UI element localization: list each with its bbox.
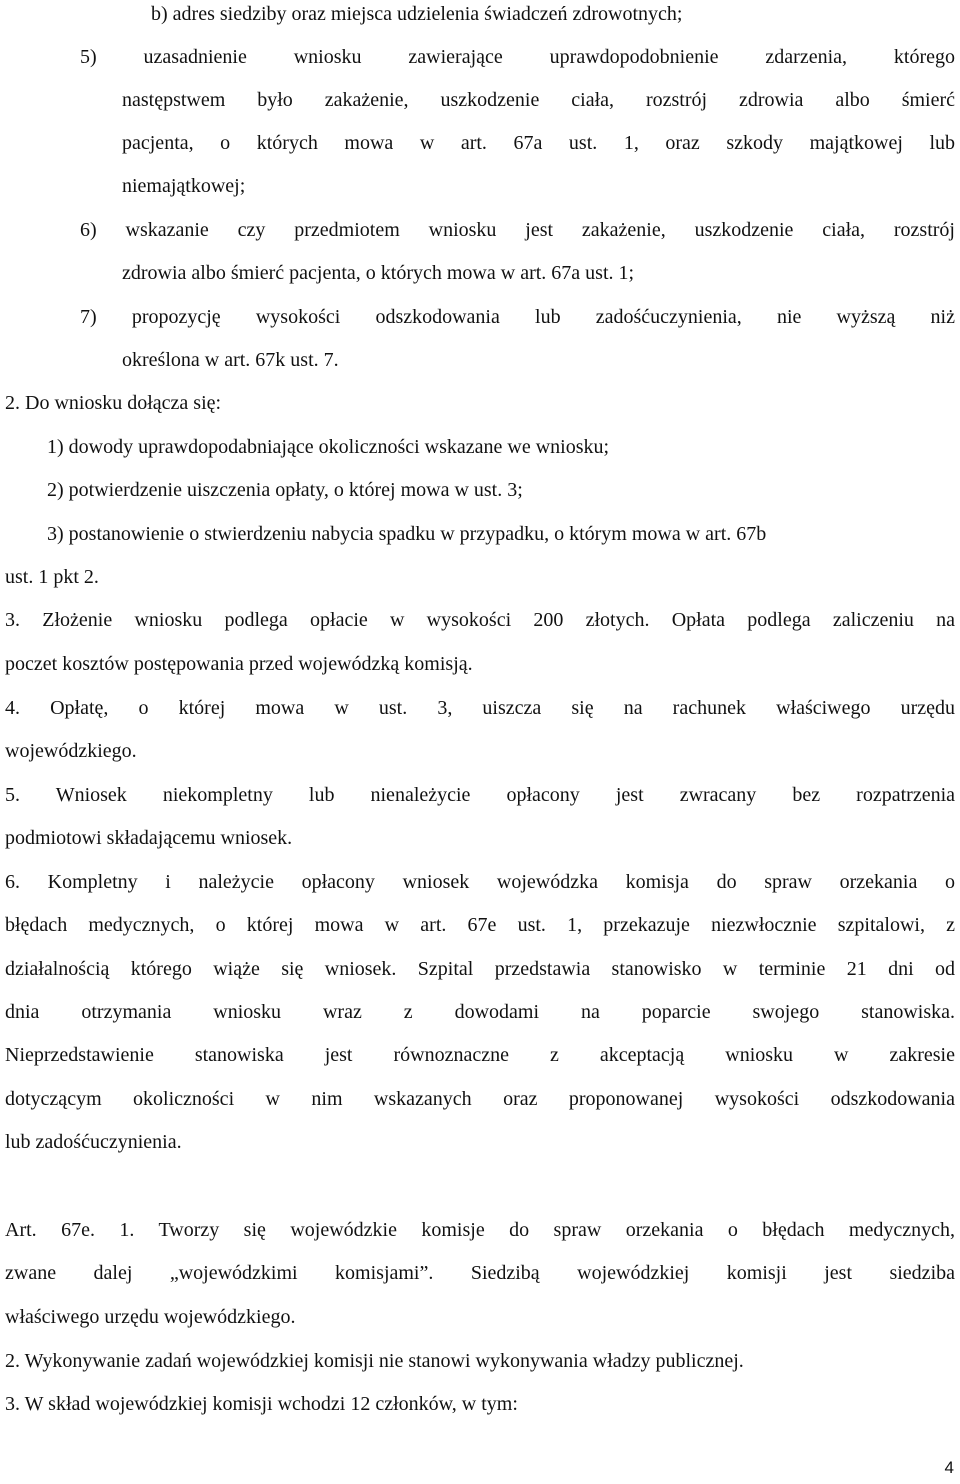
text-line: zdrowia albo śmierć pacjenta, o których mowa w art. 67a ust. 1; — [122, 262, 635, 284]
text-line: podmiotowi składającemu wniosek. — [5, 827, 293, 849]
text-line: dnia otrzymania wniosku wraz z dowodami na poparcie swojego stanowiska. — [5, 1001, 955, 1023]
text-line: 4. Opłatę, o której mowa w ust. 3, uiszcza się na rachunek właściwego urzędu — [5, 697, 955, 719]
text-line: 5) uzasadnienie wniosku zawierające uprawdopodobnienie zdarzenia, którego — [80, 46, 955, 68]
text-line: określona w art. 67k ust. 7. — [122, 349, 339, 371]
text-line: 5. Wniosek niekompletny lub nienależycie opłacony jest zwracany bez rozpatrzenia — [5, 784, 955, 806]
text-line: błędach medycznych, o której mowa w art. 67e ust. 1, przekazuje niezwłocznie szpitalowi, z — [5, 914, 955, 936]
text-line: lub zadośćuczynienia. — [5, 1131, 182, 1153]
text-line: pacjenta, o których mowa w art. 67a ust. 1, oraz szkody majątkowej lub — [122, 132, 955, 154]
text-line: 1) dowody uprawdopodabniające okoliczności wskazane we wniosku; — [47, 436, 610, 458]
text-line: poczet kosztów postępowania przed wojewódzką komisją. — [5, 653, 473, 675]
text-line: 2. Wykonywanie zadań wojewódzkiej komisji nie stanowi wykonywania władzy publicznej. — [5, 1350, 744, 1372]
page-number: 4 — [944, 1458, 954, 1477]
text-line: 2. Do wniosku dołącza się: — [5, 392, 222, 414]
text-line: 7) propozycję wysokości odszkodowania lub zadośćuczynienia, nie wyższą niż — [80, 306, 955, 328]
text-line: wojewódzkiego. — [5, 740, 137, 762]
text-line: następstwem było zakażenie, uszkodzenie ciała, rozstrój zdrowia albo śmierć — [122, 89, 955, 111]
text-line: właściwego urzędu wojewódzkiego. — [5, 1306, 296, 1328]
text-line: dotyczącym okoliczności w nim wskazanych oraz proponowanej wysokości odszkodowania — [5, 1088, 955, 1110]
text-line: 6. Kompletny i należycie opłacony wniosek wojewódzka komisja do spraw orzekania o — [5, 871, 955, 893]
text-line: 3) postanowienie o stwierdzeniu nabycia spadku w przypadku, o którym mowa w art. 67b — [47, 523, 767, 545]
text-line: działalnością którego wiąże się wniosek. Szpital przedstawia stanowisko w terminie 21 dni od — [5, 958, 955, 980]
text-line: zwane dalej „wojewódzkimi komisjami”. Siedzibą wojewódzkiej komisji jest siedziba — [5, 1262, 955, 1284]
text-line: Nieprzedstawienie stanowiska jest równoznaczne z akceptacją wniosku w zakresie — [5, 1044, 955, 1066]
text-line: Art. 67e. 1. Tworzy się wojewódzkie komisje do spraw orzekania o błędach medycznych, — [5, 1219, 955, 1241]
text-line: ust. 1 pkt 2. — [5, 566, 99, 588]
text-line: b) adres siedziby oraz miejsca udzielenia świadczeń zdrowotnych; — [151, 3, 683, 25]
text-line: 6) wskazanie czy przedmiotem wniosku jest zakażenie, uszkodzenie ciała, rozstrój — [80, 219, 955, 241]
text-line: 2) potwierdzenie uiszczenia opłaty, o której mowa w ust. 3; — [47, 479, 523, 501]
text-line: 3. Złożenie wniosku podlega opłacie w wysokości 200 złotych. Opłata podlega zaliczeniu na — [5, 609, 955, 631]
text-line: 3. W skład wojewódzkiej komisji wchodzi 12 członków, w tym: — [5, 1393, 518, 1415]
text-line: niemajątkowej; — [122, 175, 246, 197]
